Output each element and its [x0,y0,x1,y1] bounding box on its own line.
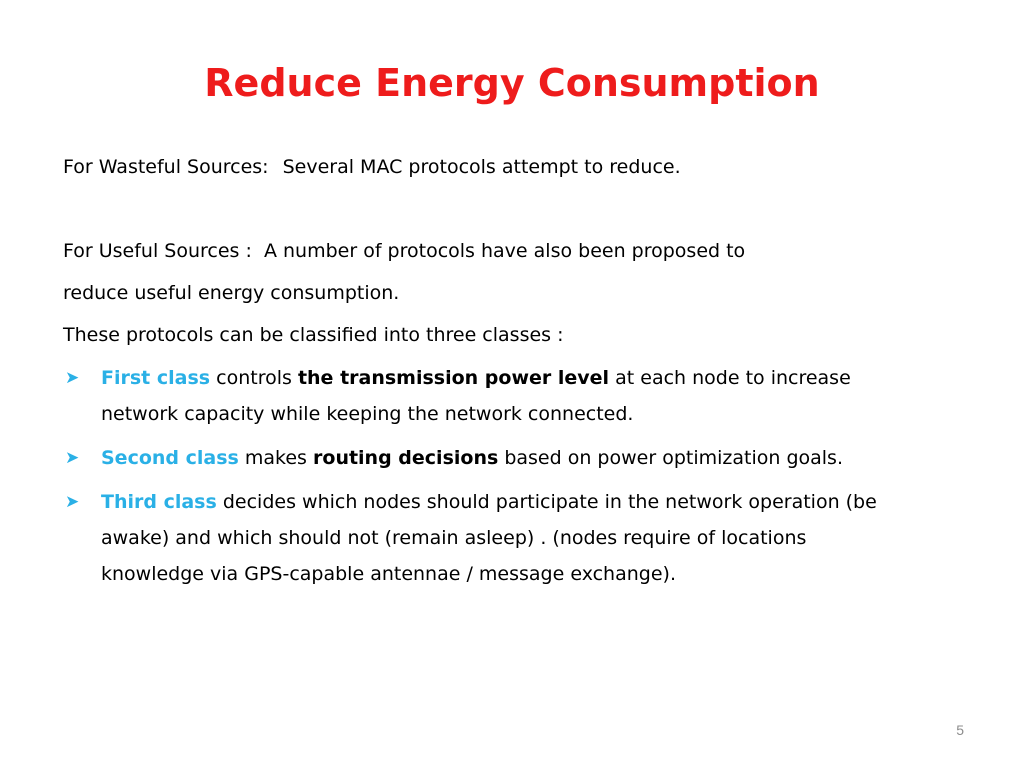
second-class-rest: based on power optimization goals. [504,447,843,469]
classes-intro: These protocols can be classified into three classes : [63,324,564,346]
first-class-line2: network capacity while keeping the network connected. [101,403,634,425]
class-list [63,360,993,592]
second-class-term: Second class [101,447,239,469]
first-class-emphasis: the transmission power level [297,367,610,389]
wasteful-sources-line [63,150,993,184]
third-class-term: Third class [101,491,217,513]
arrow-bullet-icon: ➤ [65,492,80,512]
second-class-pre: makes [244,447,307,469]
list-item-first-class [63,360,993,432]
useful-sources-text: A number of protocols have also been proposed to [263,240,746,262]
second-class-emphasis: routing decisions [313,447,499,469]
page-number: 5 [956,722,964,738]
list-item-third-class [63,484,993,592]
first-class-rest: at each node to increase [615,367,851,389]
useful-sources-continuation: reduce useful energy consumption. [63,282,400,304]
third-class-line2: awake) and which should not (remain asleep) . (nodes require of locations [101,527,807,549]
wasteful-sources-label: For Wasteful Sources: [63,156,269,178]
third-class-line3: knowledge via GPS-capable antennae / message exchange). [101,563,676,585]
arrow-bullet-icon: ➤ [65,448,80,468]
useful-sources-line [63,234,993,268]
list-item-second-class [63,440,993,476]
first-class-pre: controls [216,367,292,389]
slide-body [63,150,993,600]
arrow-bullet-icon: ➤ [65,368,80,388]
wasteful-sources-text: Several MAC protocols attempt to reduce. [282,156,681,178]
useful-sources-label: For Useful Sources : [63,240,252,262]
first-class-term: First class [101,367,211,389]
slide-title: Reduce Energy Consumption [204,61,820,105]
third-class-rest: decides which nodes should participate in the network operation (be [222,491,877,513]
spacer [63,184,993,234]
